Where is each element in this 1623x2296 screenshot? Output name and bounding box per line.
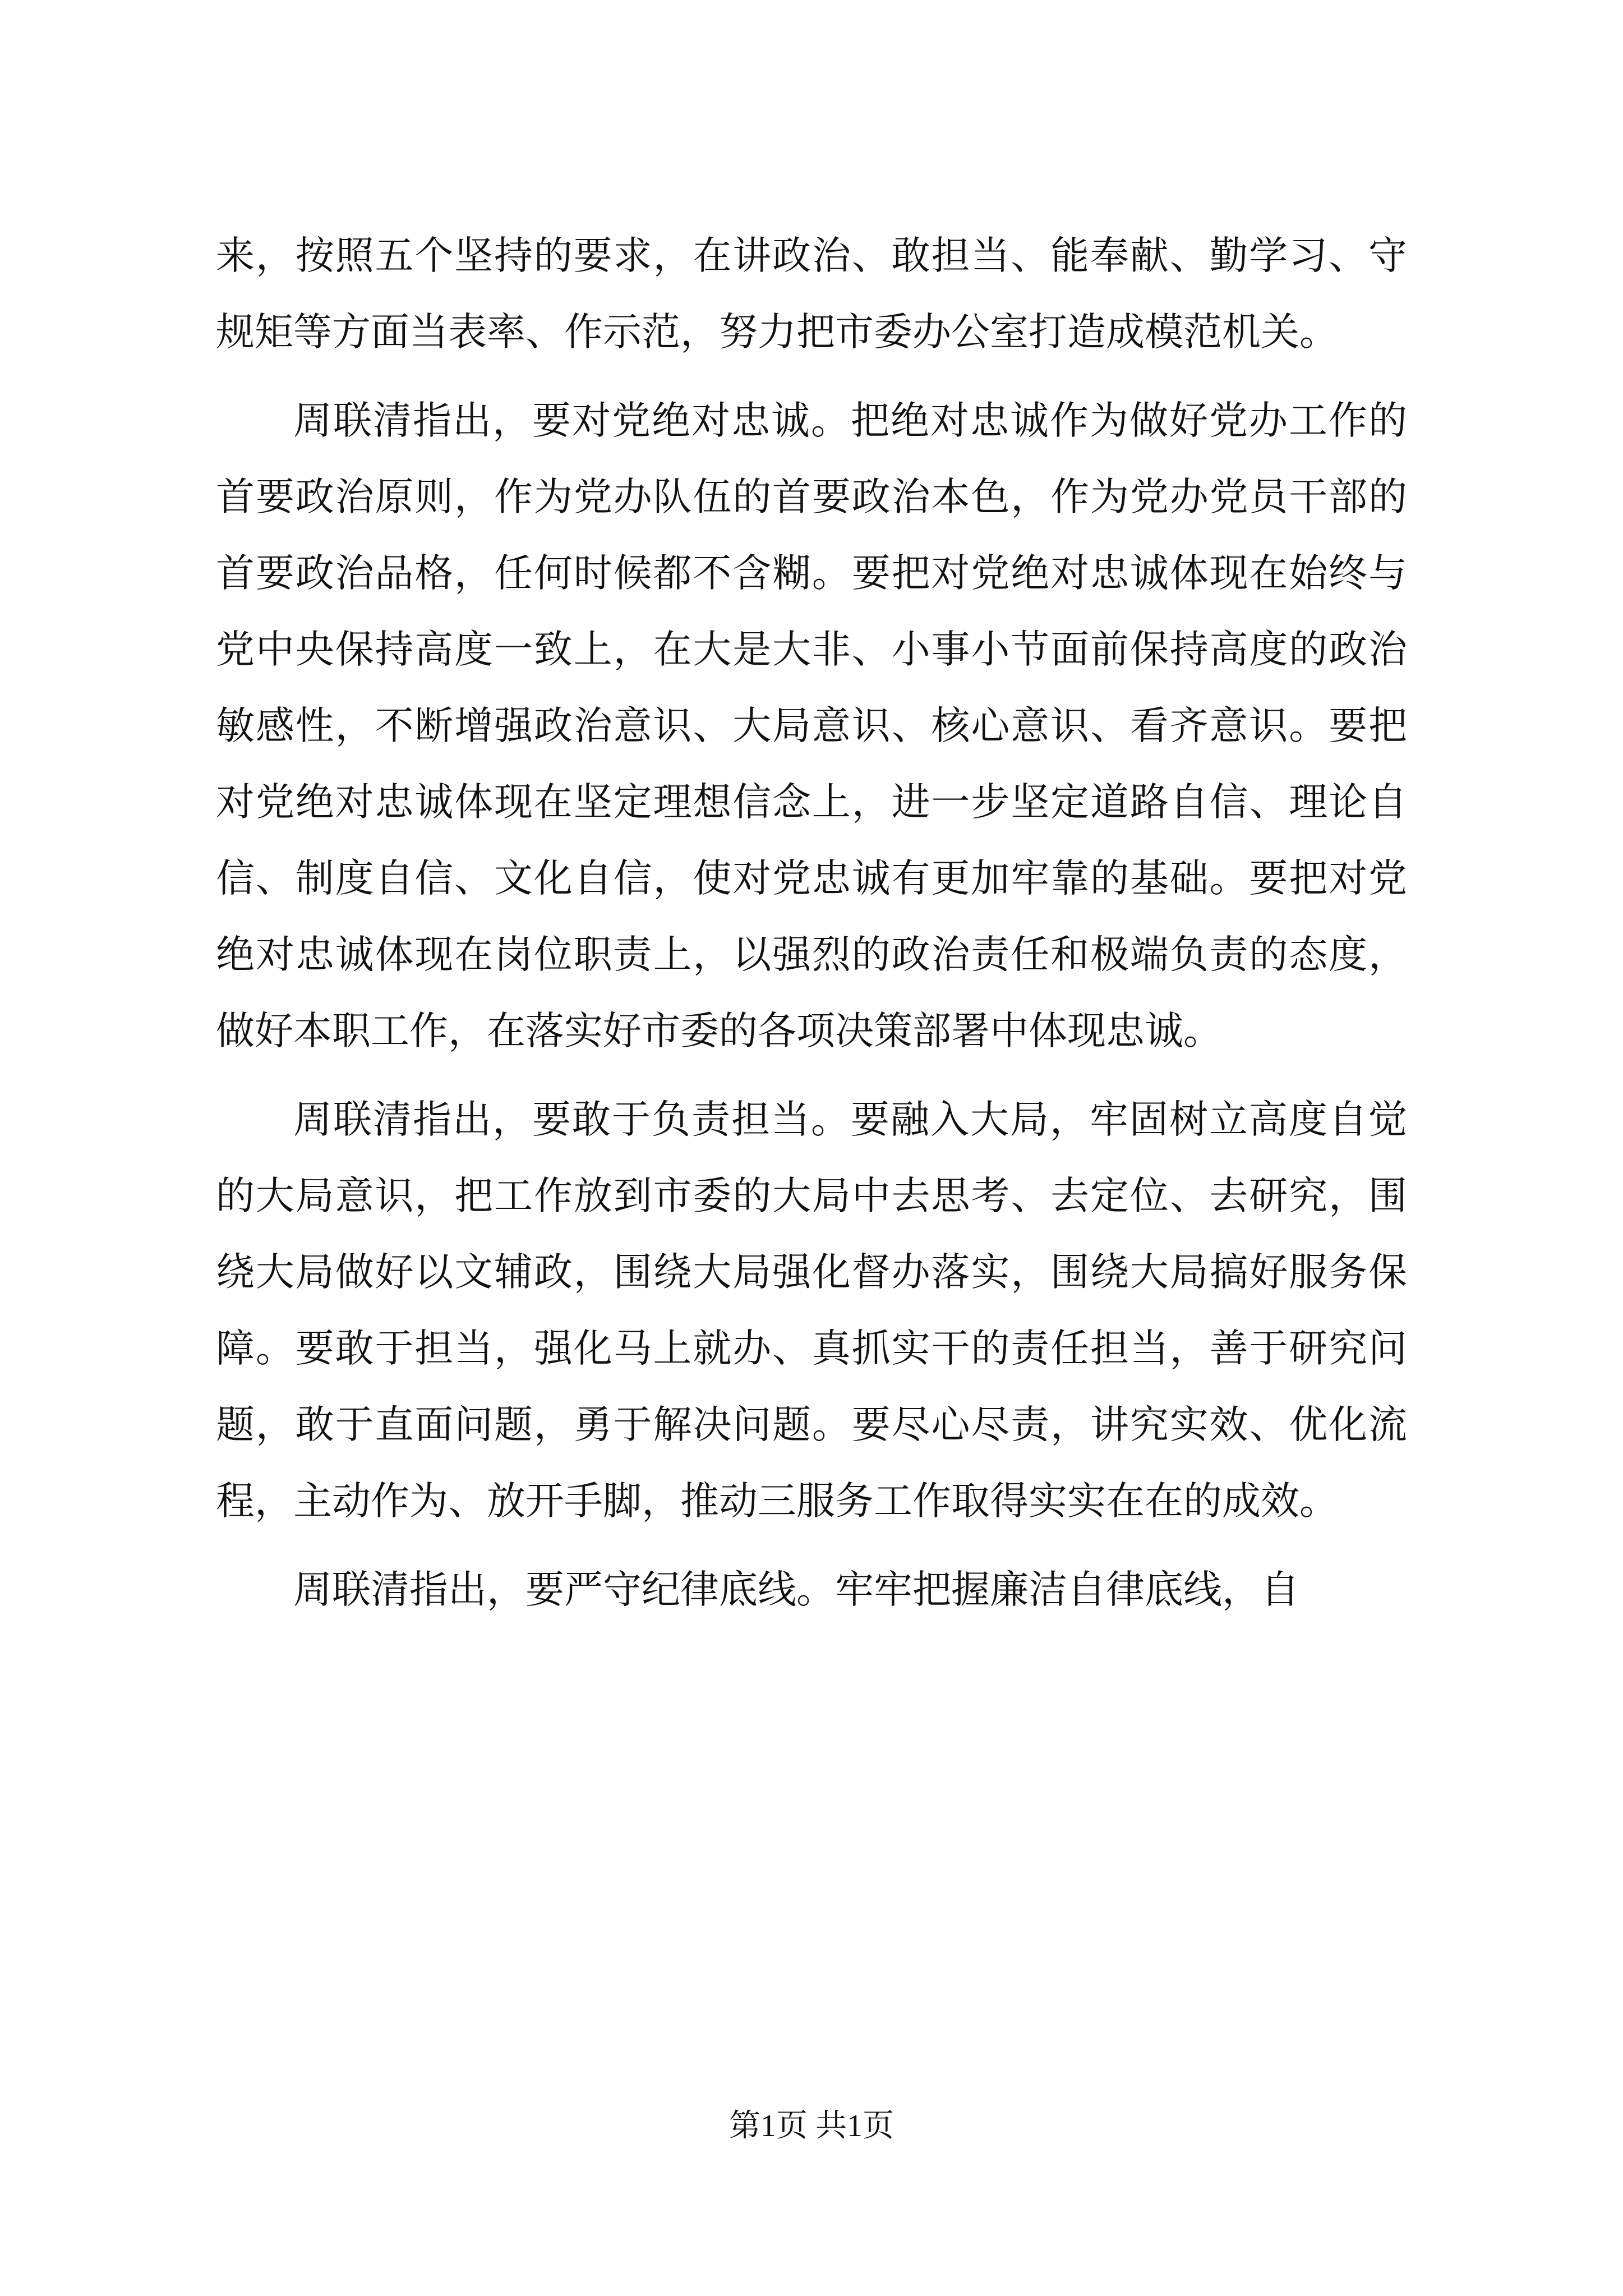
- page-footer: 第1页 共1页: [729, 2109, 894, 2143]
- document-body: [216, 218, 1407, 1640]
- paragraph-discipline: 周联清指出，要严守纪律底线。牢牢把握廉洁自律底线，自: [293, 1567, 1299, 1612]
- paragraph-responsibility: 周联清指出，要敢于负责担当。要融入大局，牢固树立高度自觉的大局意识，把工作放到市委的大局中去思考、去定位、去研究，围绕大局做好以文辅政，围绕大局强化督办落实，围绕大局搞好服务保障。要敢于担当，强化马上就办、真抓实干的责任担当，善于研究问题，敢于直面问题，勇于解决问题。要尽心尽责，讲究实效、优化流程，主动作为、放开手脚，推动三服务工作取得实实在在的成效。: [216, 1097, 1407, 1524]
- paragraph-loyalty: 周联清指出，要对党绝对忠诚。把绝对忠诚作为做好党办工作的首要政治原则，作为党办队伍的首要政治本色，作为党办党员干部的首要政治品格，任何时候都不含糊。要把对党绝对忠诚体现在始终与党中央保持高度一致上，在大是大非、小事小节面前保持高度的政治敏感性，不断增强政治意识、大局意识、核心意识、看齐意识。要把对党绝对忠诚体现在坚定理想信念上，进一步坚定道路自信、理论自信、制度自信、文化自信，使对党忠诚有更加牢靠的基础。要把对党绝对忠诚体现在岗位职责上，以强烈的政治责任和极端负责的态度，做好本职工作，在落实好市委的各项决策部署中体现忠诚。: [216, 398, 1407, 1053]
- paragraph-continuation: 来，按照五个坚持的要求，在讲政治、敢担当、能奉献、勤学习、守规矩等方面当表率、作示范，努力把市委办公室打造成模范机关。: [216, 233, 1407, 355]
